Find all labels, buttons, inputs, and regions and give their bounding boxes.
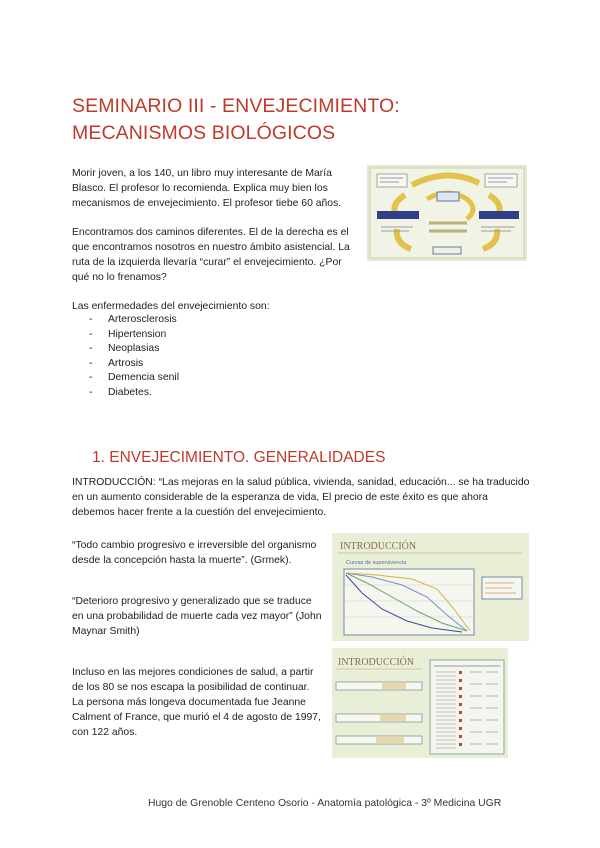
list-item bbox=[89, 371, 179, 386]
longevity-table-slide-photo bbox=[332, 648, 508, 758]
list-marker: - bbox=[89, 343, 93, 355]
list-item-text: Diabetes. bbox=[108, 386, 152, 398]
paragraph-introduction: INTRODUCCIÓN: “Las mejoras en la salud pública, vivienda, sanidad, educación... se ha traducido en un aumento considerable de la esperanza de vida, El precio de este éxito es que ahora debemos hacer frente a la cuestión del envejecimiento. bbox=[72, 477, 530, 518]
paragraph-longevity: Incluso en las mejores condiciones de salud, a partir de los 80 se nos escapa la posibilidad de continuar. La persona más longeva documentada fue Jeanne Calment of France, que murió el 4 de agosto de 1997, con 122 años. bbox=[72, 667, 321, 738]
list-item-text: Artrosis bbox=[108, 357, 144, 369]
list-item bbox=[89, 328, 179, 343]
list-marker: - bbox=[89, 328, 93, 340]
list-item bbox=[89, 342, 179, 357]
quote-grmek: “Todo cambio progresivo e irreversible del organismo desde la concepción hasta la muerte”. (Grmek). bbox=[72, 540, 317, 566]
list-marker: - bbox=[89, 386, 93, 398]
list-item bbox=[89, 357, 179, 372]
list-item-text: Arterosclerosis bbox=[108, 314, 177, 325]
diseases-list bbox=[89, 313, 179, 401]
list-item bbox=[89, 313, 179, 328]
paragraph-diseases-intro: Las enfermedades del envejecimiento son: bbox=[72, 301, 270, 312]
list-item bbox=[89, 386, 179, 401]
list-marker: - bbox=[89, 314, 93, 325]
page-footer: Hugo de Grenoble Centeno Osorio - Anatomía patológica - 3º Medicina UGR bbox=[148, 798, 502, 809]
page-title-line-1: SEMINARIO III - ENVEJECIMIENTO: bbox=[72, 95, 400, 117]
page-title-line-2: MECANISMOS BIOLÓGICOS bbox=[72, 122, 336, 144]
list-item-text: Hipertension bbox=[108, 328, 167, 340]
slide-title: INTRODUCCIÓN bbox=[340, 541, 417, 552]
paragraph-paths: Encontramos dos caminos diferentes. El de la derecha es el que encontramos nosotros en nuestro ámbito asistencial. La ruta de la izquierda llevaría “curar” el envejecimiento. ¿Por qué no lo frenamos? bbox=[72, 227, 350, 283]
slide-subtitle: Curvas de supervivencia bbox=[346, 560, 407, 566]
list-marker: - bbox=[89, 372, 93, 384]
page-title bbox=[72, 93, 492, 147]
slide-title: INTRODUCCIÓN bbox=[338, 657, 415, 668]
paragraph-book: Morir joven, a los 140, un libro muy interesante de María Blasco. El profesor lo recomienda. Explica muy bien los mecanismos de envejecimiento. El profesor tiebe 60 años. bbox=[72, 168, 342, 209]
diagram-slide-photo bbox=[367, 165, 527, 261]
survival-curves-slide-photo bbox=[332, 533, 529, 641]
list-marker: - bbox=[89, 357, 93, 369]
section-heading: 1. ENVEJECIMIENTO. GENERALIDADES bbox=[92, 449, 386, 466]
list-item-text: Demencia senil bbox=[108, 372, 180, 384]
list-item-text: Neoplasias bbox=[108, 343, 160, 355]
quote-maynard-smith: “Deterioro progresivo y generalizado que se traduce en una probabilidad de muerte cada vez mayor” (John Maynar Smith) bbox=[72, 596, 322, 637]
